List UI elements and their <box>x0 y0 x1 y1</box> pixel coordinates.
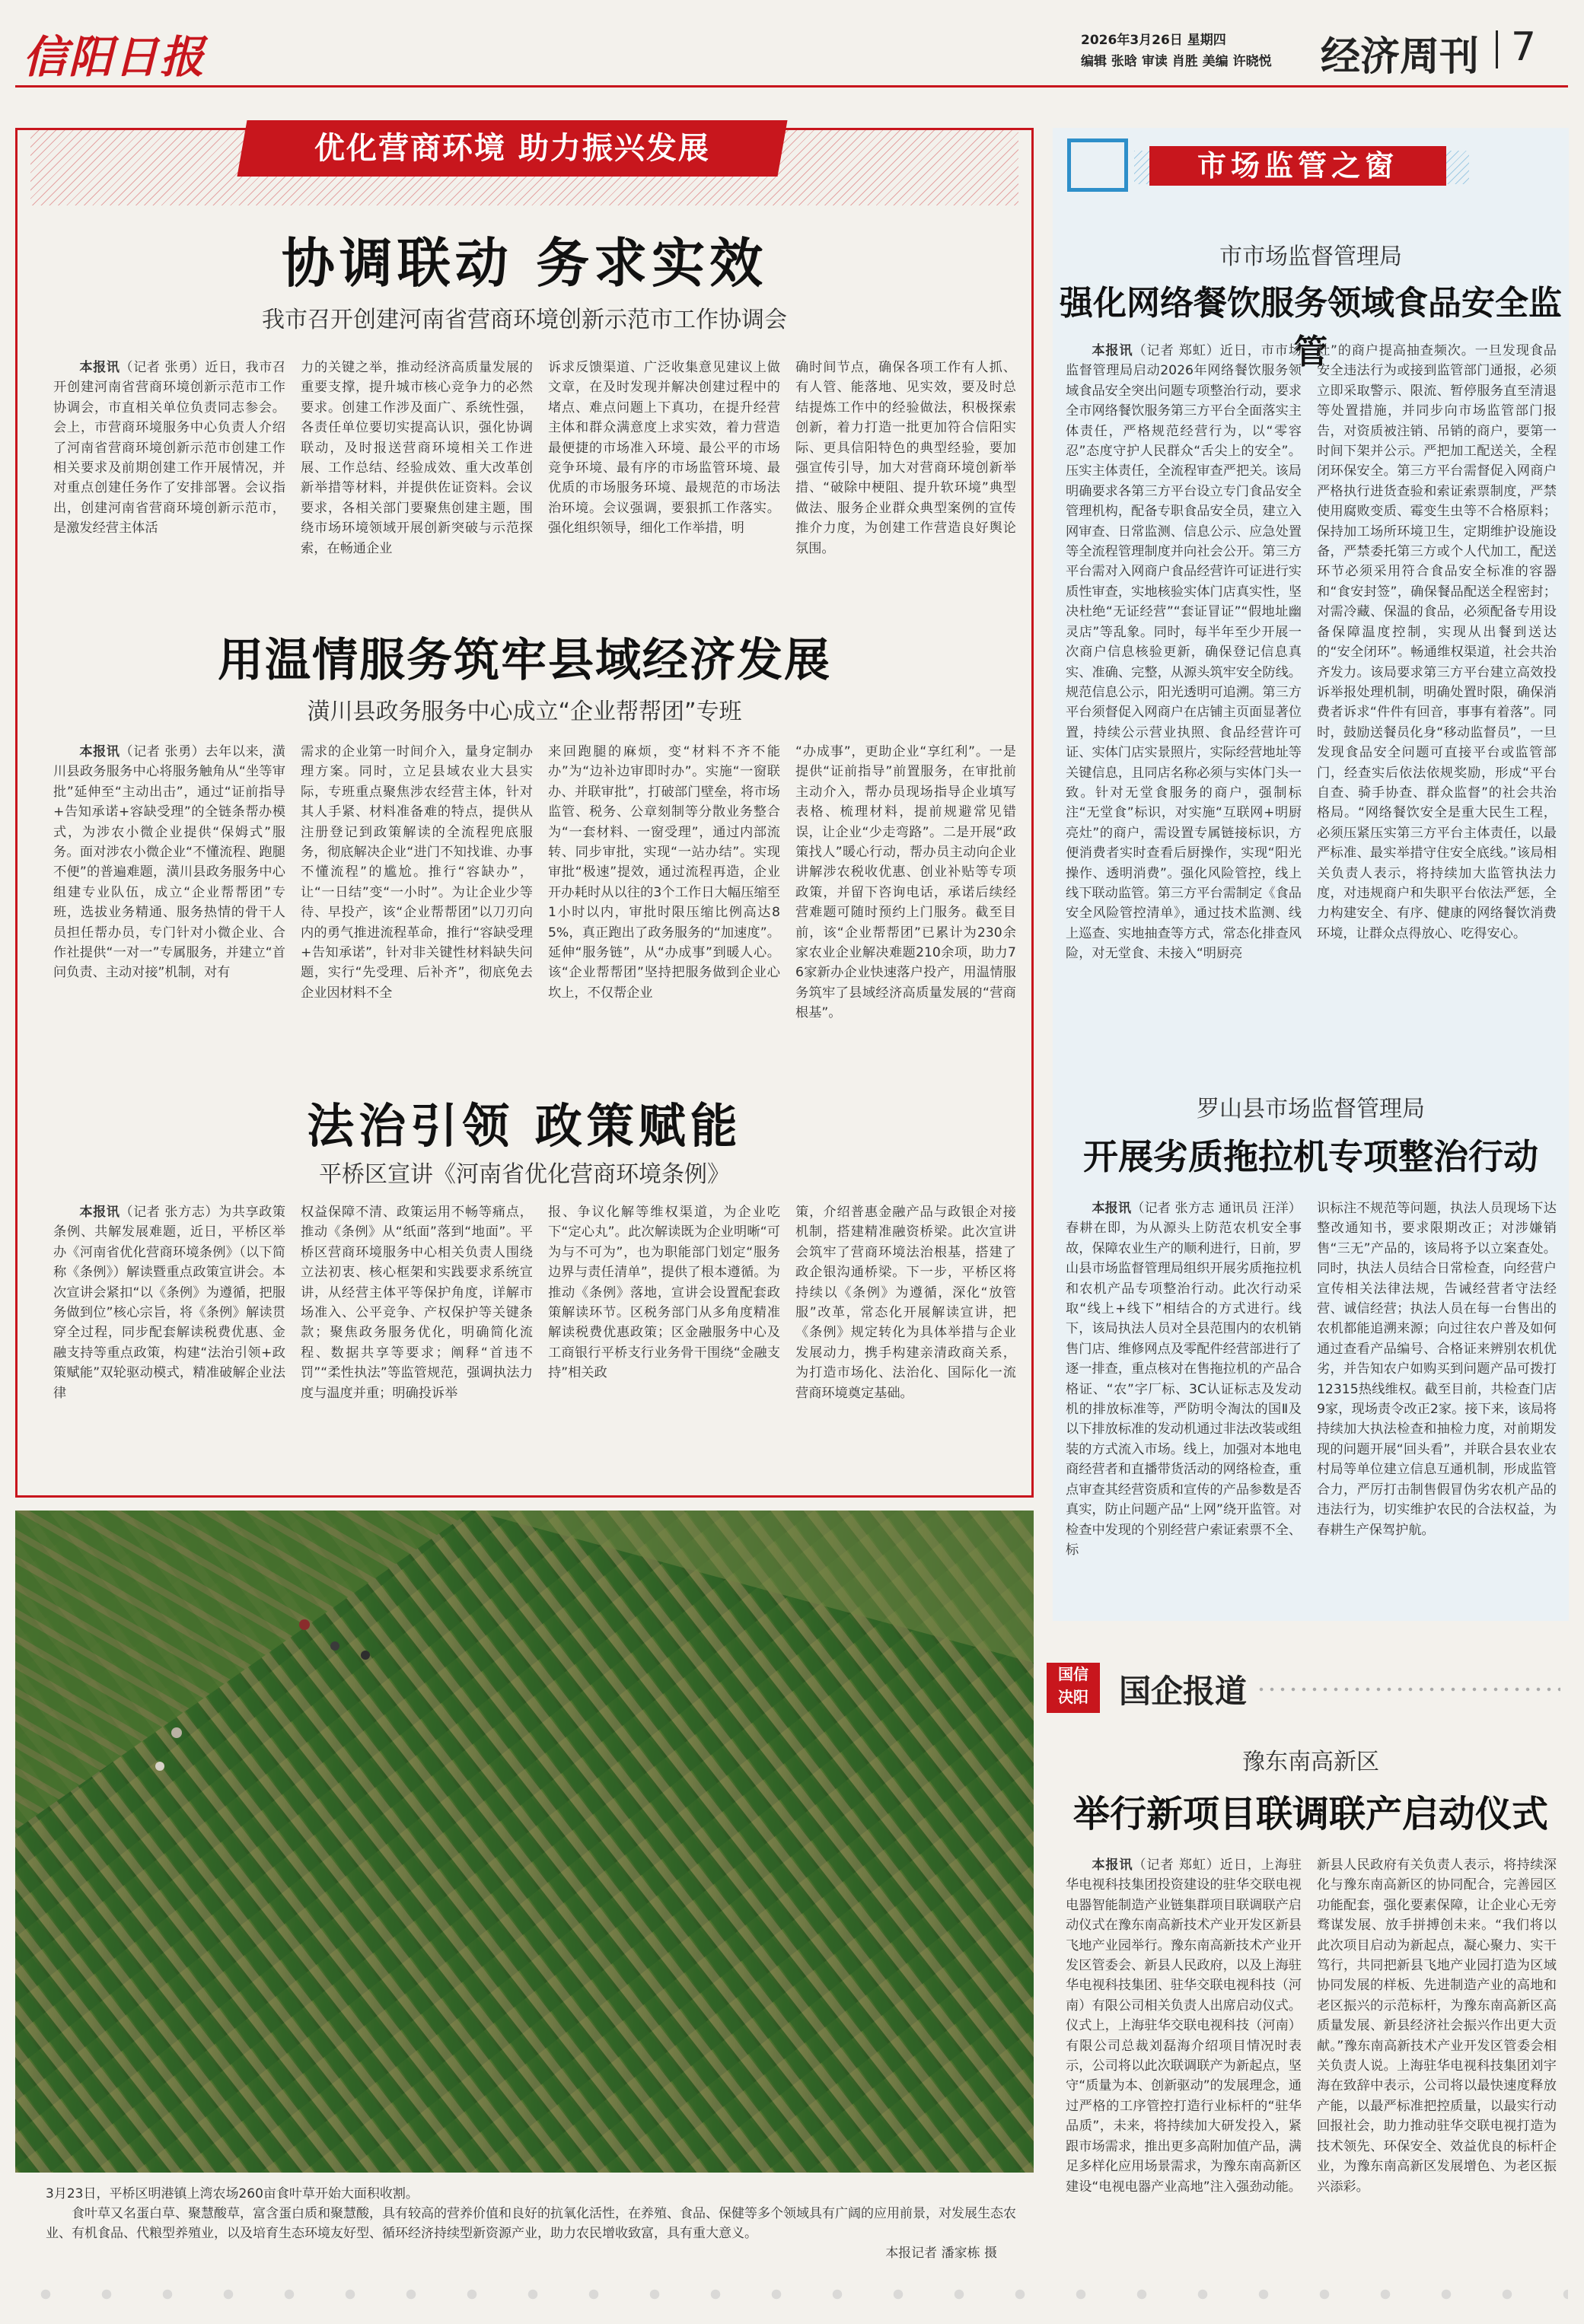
issue-date: 2026年3月26日 星期四 <box>1081 33 1226 48</box>
article2-col-1: 本报讯（记者 张勇）去年以来，潢川县政务服务中心将服务触角从“坐等审批”延伸至“主动出击”，通过“证前指导+告知承诺+容缺受理”的全链条帮办模式，为涉农小微企业提供“保姆式”服务。面对涉农小微企业“不懂流程、跑腿不便”的普遍难题，潢川县政务服务中心组建专业队伍，成立“企业帮帮团”专班，选拔业务精通、服务热情的骨干人员担任帮办员，专门针对小微企业、合作社提供“一对一”专属服务，并建立“首问负责、主动对接”机制，对有 <box>53 744 285 981</box>
article1-byline: 本报讯 <box>79 360 120 375</box>
article5-col-2: 识标注不规范等问题，执法人员现场下达整改通知书，要求限期改正；对涉嫌销售“三无”产品的，该局将予以立案查处。同时，执法人员结合日常检查，向经营户宣传相关法律法规，告诫经营者守法经营、诚信经营；执法人员在每一台售出的农机都能追溯来源；向过往农户普及如何通过查看产品编号、合格证来辨别农机优劣，并告知农户如购买到问题产品可拨打12315热线维权。截至目前，共检查门店9家，现场责令改正2家。接下来，该局将持续加大执法检查和抽检力度，对前期发现的问题开展“回头看”，并联合县农业农村局等单位建立信息互通机制，形成监管合力，严厉打击制售假冒伪劣农机产品的违法行为，切实维护农民的合法权益，为春耕生产保驾护航。 <box>1317 1201 1557 1538</box>
article2-byline: 本报讯 <box>79 744 120 759</box>
editor-credits: 编辑 张晗 审读 肖胜 美编 许晓悦 <box>1081 54 1272 69</box>
article1-col-3: 诉求反馈渠道、广泛收集意见建议上做文章，在及时发现并解决创建过程中的堵点、难点问题上下真功，在提升经营主体和群众满意度上求实效，着力营造最便捷的市场准入环境、最公平的市场竞争环境、最有序的市场监管环境、最优质的市场服务环境、最规范的市场法治环境。会议强调，要狠抓工作落实。强化组织领导，细化工作举措，明 <box>548 360 780 536</box>
masthead-divider <box>1496 30 1498 68</box>
article6-title: 举行新项目联调联产启动仪式 <box>1072 1793 1548 1835</box>
photo-caption <box>46 2184 1028 2263</box>
article5-col-1: 本报讯（记者 张方志 通讯员 汪洋）春耕在即，为从源头上防范农机安全事故，保障农业生产的顺利进行，日前，罗山县市场监督管理局组织开展劣质拖拉机和农机产品专项整治行动。此次行动采取“线上+线下”相结合的方式进行。线下，该局执法人员对全县范围内的农机销售门店、维修网点及零配件经营部进行了逐一排查，重点核对在售拖拉机的产品合格证、“农”字厂标、3C认证标志及发动机的排放标准等，严防明令淘汰的国Ⅱ及以下排放标准的发动机通过非法改装或组装的方式流入市场。线上，加强对本地电商经营者和直播带货活动的网络检查，重点审查其经营资质和宣传的产品参数是否真实，防止问题产品“上网”绕开监管。对检查中发现的个别经营户索证索票不全、标 <box>1066 1201 1302 1558</box>
guoqi-logo-line-2: 决阳 <box>1058 1688 1088 1706</box>
market-banner: 市场监管之窗 <box>1149 146 1446 186</box>
article2-col-3: 来回跑腿的麻烦，变“材料不齐不能办”为“边补边审即时办”。实施“一窗联办、并联审批”，打破部门壁垒，将市场监管、税务、公章刻制等分散业务整合为“一套材料、一窗受理”，通过内部流转、同步审批，实现“一站办结”。实现审批“极速”提效，通过流程再造，企业开办耗时从以往的3个工作日大幅压缩至1小时以内，审批时限压缩比例高达85%，真正跑出了政务服务的“加速度”。延伸“服务链”，从“办成事”到暖人心。该“企业帮帮团”坚持把服务做到企业心坎上，不仅帮企业 <box>548 744 780 1001</box>
footer-decoration <box>15 2283 1568 2306</box>
article3-col-1: 本报讯（记者 张方志）为共享政策条例、共解发展难题，近日，平桥区举办《河南省优化营商环境条例》（以下简称《条例》）解读暨重点政策宣讲会。本次宣讲会紧扣“以《条例》为遵循，把服务做到位”核心宗旨，将《条例》解读贯穿全过程，同步配套解读税费优惠、金融支持等重点政策，构建“法治引领+政策赋能”双轮驱动模式，精准破解企业法律 <box>53 1205 285 1401</box>
field-harvest-photo <box>15 1511 1034 2173</box>
article4-byline: 本报讯 <box>1092 343 1133 358</box>
guoqi-logo <box>1047 1663 1100 1713</box>
article1-title: 协调联动 务求实效 <box>281 231 768 294</box>
article1-col-4: 确时间节点，确保各项工作有人抓、有人管、能落地、见实效，要及时总结提炼工作中的经验做法，积极探索创新，着力打造一批更加符合信阳实际、更具信阳特色的典型经验，要加强宣传引导，加大对营商环境创新举措、“破除中梗阻、提升软环境”典型做法、服务企业群众典型案例的宣传推介力度，为创建工作营造良好舆论氛围。 <box>795 360 1016 556</box>
page-number: 7 <box>1511 24 1537 70</box>
article3-col-3: 报、争议化解等维权渠道，为企业吃下“定心丸”。此次解读既为企业明晰“可为与不可为”，也为职能部门划定“服务边界与责任清单”，提供了根本遵循。为推动《条例》落地，宣讲会设置配套政策解读环节。区税务部门从多角度精准解读税费优惠政策；区金融服务中心及工商银行平桥支行业务骨干围绕“金融支持”相关政 <box>548 1205 780 1381</box>
article1-col-2: 力的关键之举，推动经济高质量发展的重要支撑，提升城市核心竞争力的必然要求。创建工作涉及面广、系统性强，各责任单位要切实提高认识，强化协调联动，及时报送营商环境相关工作进展、工作总结、经验成效、重大改革创新举措等材料，并提供佐证资料。会议要求，各相关部门要聚焦创建主题，围绕市场环境领域开展创新突破与示范探索，在畅通企业 <box>301 360 533 556</box>
article1-col-1: 本报讯（记者 张勇）近日，我市召开创建河南省营商环境创新示范市工作协调会，市直相关单位负责同志参会。会上，市营商环境服务中心负责人介绍了河南省营商环境创新示范市创建工作相关要求及前期创建工作开展情况，并对重点创建任务作了安排部署。会议指出，创建河南省营商环境创新示范市，是激发经营主体活 <box>53 360 285 536</box>
article6-col-1: 本报讯（记者 郑虹）近日，上海驻华电视科技集团投资建设的驻华交联电视电器智能制造产业链集群项目联调联产启动仪式在豫东南高新技术产业开发区新县飞地产业园举行。豫东南高新技术产业开发区管委会、新县人民政府，以及上海驻华电视科技集团、驻华交联电视科技（河南）有限公司相关负责人出席启动仪式。仪式上，上海驻华交联电视科技（河南）有限公司总裁刘磊海介绍项目情况时表示，公司将以此次联调联产为新起点，坚守“质量为本、创新驱动”的发展理念，通过严格的工序管控打造行业标杆的“驻华品质”，未来，将持续加大研发投入，紧跟市场需求，推出更多高附加值产品，满足多样化应用场景需求，为豫东南高新区建设“电视电器产业高地”注入强劲动能。 <box>1066 1858 1302 2195</box>
guoqi-section-title: 国企报道 <box>1119 1673 1248 1710</box>
photo-credit: 本报记者 潘家栋 摄 <box>885 2246 997 2261</box>
guoqi-logo-line-1: 国信 <box>1058 1665 1088 1683</box>
article5-title: 开展劣质拖拉机专项整治行动 <box>1083 1136 1538 1177</box>
article3-title: 法治引领 政策赋能 <box>307 1098 742 1154</box>
article3-byline: 本报讯 <box>79 1205 120 1220</box>
field-photo-graphic <box>15 1511 1034 2173</box>
section-banner-text: 优化营商环境 助力振兴发展 <box>314 131 710 166</box>
newspaper-logo: 信阳日报 <box>23 31 206 83</box>
article4-col-2: 灶”的商户提高抽查频次。一旦发现食品安全违法行为或接到监管部门通报，必须立即采取警示、限流、暂停服务直至清退等处置措施，并同步向市场监管部门报告，对资质被注销、吊销的商户，要第一时间下架并公示。严把加工配送关，全程闭环保安全。第三方平台需督促入网商户严格执行进货查验和索证索票制度，严禁使用腐败变质、霉变生虫等不合格原料；保持加工场所环境卫生，定期维护设施设备，严禁委托第三方或个人代加工，配送环节必须采用符合食品安全标准的容器和“食安封签”，确保餐品配送全程密封；对需冷藏、保温的食品，必须配备专用设备保障温度控制，实现从出餐到送达的“安全闭环”。畅通维权渠道，社会共治齐发力。该局要求第三方平台建立高效投诉举报处理机制，明确处置时限，确保消费者诉求“件件有回音，事事有着落”。同时，鼓励送餐员化身“移动监督员”，一旦发现食品安全问题可直接平台或监管部门，经查实后依法依规奖励，形成“平台自查、骑手协查、群众监督”的社会共治格局。“网络餐饮安全是重大民生工程，必须压紧压实第三方平台主体责任，以最严标准、最实举措守住安全底线。”该局相关负责人表示，将持续加大监管执法力度，对违规商户和失职平台依法严惩，全力构建安全、有序、健康的网络餐饮消费环境，让群众点得放心、吃得安心。 <box>1317 343 1557 941</box>
article3-subtitle: 平桥区宣讲《河南省优化营商环境条例》 <box>319 1161 730 1188</box>
article2-col-2: 需求的企业第一时间介入，量身定制办理方案。同时，立足县域农业大县实际，专班重点聚焦涉农经营主体，针对其人手紧、材料准备难的特点，提供从注册登记到政策解读的全流程兜底服务，彻底解决企业“进门不知找谁、办事不懂流程”的尴尬。推行“容缺办”，让“一日结”变“一小时”。为让企业少等待、早投产，该“企业帮帮团”以刀刃向内的勇气推进流程革命，推行“容缺受理+告知承诺”，针对非关键性材料缺失问题，实行“先受理、后补齐”，彻底免去企业因材料不全 <box>301 744 533 1001</box>
article1-subtitle: 我市召开创建河南省营商环境创新示范市工作协调会 <box>262 307 787 333</box>
article2-subtitle: 潢川县政务服务中心成立“企业帮帮团”专班 <box>307 699 742 725</box>
article3-col-4: 策，介绍普惠金融产品与政银企对接机制，搭建精准融资桥梁。此次宣讲会筑牢了营商环境法治根基，搭建了政企银沟通桥梁。下一步，平桥区将持续以《条例》为遵循，深化“放管服”改革，常态化开展解读宣讲，把《条例》规定转化为具体举措与企业发展动力，携手构建亲清政商关系，为打造市场化、法治化、国际化一流营商环境奠定基础。 <box>795 1205 1016 1401</box>
caption-line-2: 食叶草又名蛋白草、聚慧酸草，富含蛋白质和聚慧酸，具有较高的营养价值和良好的抗氧化活性，在养殖、食品、保健等多个领域具有广阔的应用前景，对发展生态农业、有机食品、代粮型养殖业，以及培育生态环境友好型、循环经济持续型新资源产业，助力农民增收致富，具有重大意义。 <box>46 2206 1016 2241</box>
article6-byline: 本报讯 <box>1092 1858 1133 1873</box>
article6-col-2: 新县人民政府有关负责人表示，将持续深化与豫东南高新区的协同配合，完善园区功能配套，强化要素保障，让企业心无旁骛谋发展、放手拼搏创未来。“我们将以此次项目启动为新起点，凝心聚力、实干笃行，共同把新县飞地产业园打造为区域协同发展的样板、先进制造产业的高地和老区振兴的示范标杆，为豫东南高新区高质量发展、新县经济社会振兴作出更大贡献。”豫东南高新技术产业开发区管委会相关负责人说。上海驻华电视科技集团刘宇海在致辞中表示，公司将以最快速度释放产能，以最严标准把控质量，以最实行动回报社会，助力推动驻华交联电视打造为技术领先、环保安全、效益优良的标杆企业，为豫东南高新区发展增色、为老区振兴添彩。 <box>1317 1858 1557 2195</box>
article5-byline: 本报讯 <box>1092 1201 1132 1216</box>
caption-line-1: 3月23日，平桥区明港镇上湾农场260亩食叶草开始大面积收割。 <box>46 2186 419 2201</box>
section-banner <box>237 120 787 177</box>
article5-kicker: 罗山县市场监督管理局 <box>1197 1096 1425 1122</box>
masthead-rule <box>15 85 1568 88</box>
article4-col-1: 本报讯（记者 郑虹）近日，市市场监督管理局启动2026年网络餐饮服务领域食品安全突出问题专项整治行动，要求全市网络餐饮服务第三方平台全面落实主体责任，严格规范经营行为，以“零容忍”态度守护人民群众“舌尖上的安全”。压实主体责任，全流程审查严把关。该局明确要求各第三方平台设立专门食品安全管理机构，配备专职食品安全员，建立入网审查、日常监测、信息公示、应急处置等全流程管理制度并向社会公开。第三方平台需对入网商户食品经营许可证进行实质性审查，实地核验实体门店真实性，坚决杜绝“无证经营”“套证冒证”“假地址幽灵店”等乱象。同时，每半年至少开展一次商户信息核验更新，确保登记信息真实、准确、完整，从源头筑牢安全防线。规范信息公示，阳光透明可追溯。第三方平台须督促入网商户在店铺主页面显著位置，持续公示营业执照、食品经营许可证、实体门店实景照片，实际经营地址等关键信息，且同店名称必须与实体门头一致。针对无堂食服务的商户，强制标注“无堂食”标识，对实施“互联网+明厨亮灶”的商户，需设置专属链接标识，方便消费者实时查看后厨操作，实现“阳光操作、透明消费”。强化风险管控，线上线下联动监管。第三方平台需制定《食品安全风险管控清单》，通过技术监测、线上巡查、实地抽查等方式，常态化排查风险，对无堂食、未接入“明厨亮 <box>1066 343 1302 962</box>
article2-col-4: “办成事”，更助企业“享红利”。一是提供“证前指导”前置服务，在审批前主动介入，帮办员现场指导企业填写表格、梳理材料，提前规避常见错误，让企业“少走弯路”。二是开展“政策找人”暖心行动，帮办员主动向企业讲解涉农税收优惠、创业补贴等专项政策，并留下咨询电话，承诺后续经营难题可随时预约上门服务。截至目前，该“企业帮帮团”已累计为230余家农业企业解决难题210余项，助力76家新办企业快速落户投产，用温情服务筑牢了县域经济高质量发展的“营商根基”。 <box>795 744 1016 1021</box>
article4-kicker: 市市场监督管理局 <box>1219 244 1402 270</box>
article4-title: 强化网络餐饮服务领域食品安全监管 <box>1060 284 1562 371</box>
section-name: 经济周刊 <box>1321 34 1480 80</box>
guoqi-dots <box>1256 1686 1560 1693</box>
article2-title: 用温情服务筑牢县域经济发展 <box>218 634 831 687</box>
article3-col-2: 权益保障不清、政策运用不畅等痛点，推动《条例》从“纸面”落到“地面”。平桥区营商环境服务中心相关负责人围绕立法初衷、核心框架和实践要求系统宣讲，从经营主体平等保护角度，详解市场准入、公平竞争、产权保护等关键条款；聚焦政务服务优化，明确简化流程、数据共享等要求；阐释“首违不罚”“柔性执法”等监管规范，强调执法力度与温度并重；明确投诉举 <box>301 1205 533 1401</box>
market-window-icon <box>1067 138 1128 192</box>
article6-kicker: 豫东南高新区 <box>1242 1749 1379 1775</box>
